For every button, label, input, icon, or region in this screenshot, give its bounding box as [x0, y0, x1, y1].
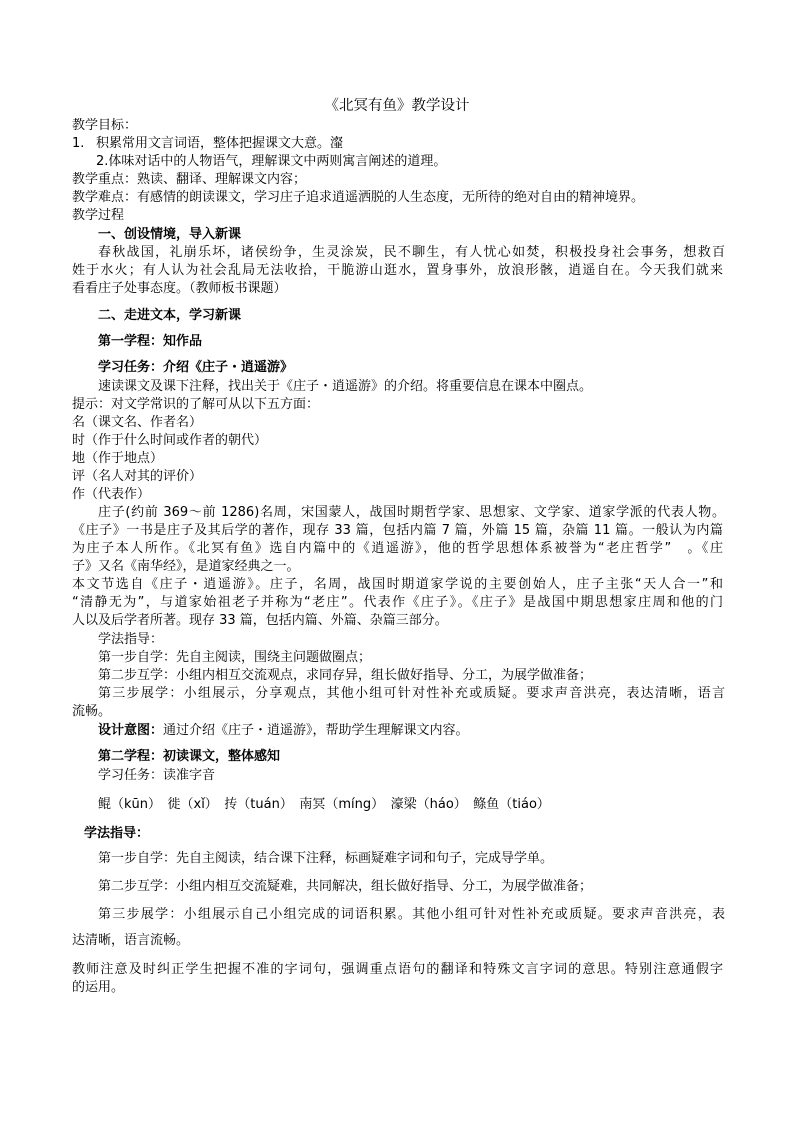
goal-item-1-text: 积累常用文言词语，整体把握课文大意。瀣 — [96, 136, 344, 151]
intro-line: 人以及后学者所著。现存 33 篇，包括内篇、外篇、杂篇三部分。 — [72, 613, 448, 628]
task-heading: 学习任务：介绍《庄子・逍遥游》 — [98, 360, 294, 375]
task2-heading: 学习任务：读准字音 — [98, 768, 216, 783]
difficulty: 教学难点：有感情的朗读课文，学习庄子追求逍遥洒脱的人生态度，无所待的绝对自由的精神境界。 — [72, 190, 645, 205]
task-line: 提示：对文学常识的了解可从以下五方面： — [72, 397, 320, 412]
task-line: 评（名人对其的评价） — [72, 469, 203, 484]
stage2-heading: 第二学程：初读课文，整体感知 — [98, 749, 281, 764]
task-line: 地（作于地点） — [72, 451, 164, 466]
goal-item-1 — [72, 135, 343, 153]
method-heading: 学法指导： — [98, 632, 164, 647]
stage1-heading: 第一学程：知作品 — [98, 334, 203, 349]
pinyin-line: 鲲（kūn） 徙（xǐ） 抟（tuán） 南冥（míng） 濠梁（háo） 鲦鱼（tiáo） — [98, 797, 550, 812]
method2-heading: 学法指导： — [84, 826, 150, 841]
section1-para-line: 姓于水火；有人认为社会乱局无法收拾，干脆游山逛水，置身事外，放浪形骸，逍遥自在。今天我们就来 — [72, 263, 723, 278]
design-intent — [98, 722, 469, 740]
section1-para-line: 看看庄子处事态度。（教师板书课题） — [72, 281, 287, 296]
section2-heading: 二、走进文本，学习新课 — [98, 308, 242, 323]
design-intent-text: 通过介绍《庄子・逍遥游》，帮助学生理解课文内容。 — [163, 723, 469, 738]
task-line: 作（代表作） — [72, 487, 151, 502]
method2-step: 第二步互学：小组内相互交流疑难，共同解决，组长做好指导、分工，为展学做准备； — [98, 879, 593, 894]
method2-step: 第三步展学：小组展示自己小组完成的词语积累。其他小组可针对性补充或质疑。要求声音洪亮，表 — [98, 907, 725, 922]
document-title: 《北冥有鱼》教学设计 — [324, 98, 470, 114]
goal-item-1-number: 1. — [72, 136, 85, 151]
task-line: 速读课文及课下注释，找出关于《庄子・逍遥游》的介绍。将重要信息在课本中圈点。 — [98, 379, 593, 394]
goal-item-2: 2.体味对话中的人物语气，理解课文中两则寓言阐述的道理。 — [96, 154, 447, 169]
intro-line: “清静无为”，与道家始祖老子并称为“老庄”。代表作《庄子》。《庄子》是战国中期思想家庄周和他的门 — [72, 595, 723, 610]
intro-line: 为庄子本人所作。《北冥有鱼》选自内篇中的《逍遥游》，他的哲学思想体系被誉为“老庄哲学” 。《庄 — [72, 541, 723, 556]
method2-step: 达清晰，语言流畅。 — [72, 933, 190, 948]
method-step: 第二步互学：小组内相互交流观点，求同存异，组长做好指导、分工，为展学做准备； — [98, 668, 593, 683]
intro-line: 《庄子》一书是庄子及其后学的著作，现存 33 篇，包括内篇 7 篇，外篇 15 篇，杂篇 11 篇。一般认为内篇 — [72, 523, 723, 538]
section1-para-line: 春秋战国，礼崩乐坏，诸侯纷争，生灵涂炭，民不聊生，有人忧心如焚，积极投身社会事务，想救百 — [98, 245, 725, 260]
teacher-note: 的运用。 — [72, 980, 125, 995]
goals-heading: 教学目标： — [72, 118, 138, 133]
method-step: 流畅。 — [72, 704, 112, 719]
method-step: 第三步展学：小组展示，分享观点，其他小组可针对性补充或质疑。要求声音洪亮，表达清晰，语言 — [98, 686, 725, 701]
task-line: 时（作于什么时间或作者的朝代） — [72, 433, 268, 448]
task-line: 名（课文名、作者名） — [72, 415, 203, 430]
intro-line: 本文节选自《庄子・逍遥游》。庄子，名周，战国时期道家学说的主要创始人，庄子主张“天人合一”和 — [72, 577, 723, 592]
intro-line: 庄子(约前 369～前 1286)名周，宋国蒙人，战国时期哲学家、思想家、文学家、道家学派的代表人物。 — [98, 505, 725, 520]
process-heading: 教学过程 — [72, 208, 125, 223]
teacher-note: 教师注意及时纠正学生把握不准的字词句，强调重点语句的翻译和特殊文言字词的意思。特别注意通假字 — [72, 962, 723, 977]
section1-heading: 一、创设情境，导入新课 — [98, 227, 242, 242]
intro-line: 子》又名《南华经》，是道家经典之一。 — [72, 559, 300, 574]
key-point: 教学重点：熟读、翻译、理解课文内容； — [72, 172, 307, 187]
method2-step: 第一步自学：先自主阅读，结合课下注释，标画疑难字词和句子，完成导学单。 — [98, 851, 554, 866]
method-step: 第一步自学：先自主阅读，围绕主问题做圈点； — [98, 650, 372, 665]
design-intent-label: 设计意图： — [98, 723, 164, 738]
